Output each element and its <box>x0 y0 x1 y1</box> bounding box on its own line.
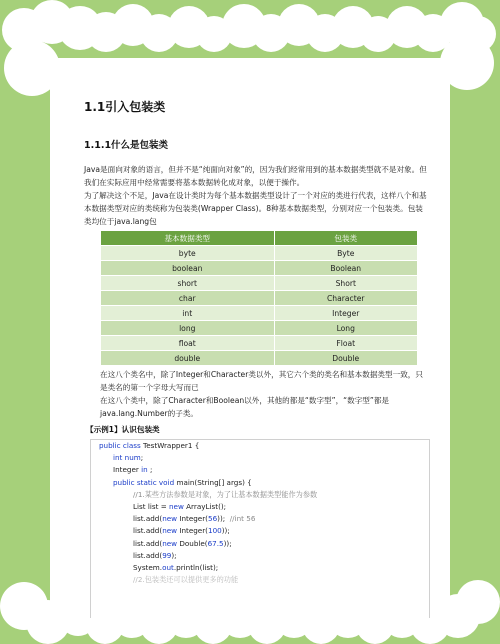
wrapper-class-table <box>100 230 418 366</box>
code-token: in <box>141 465 148 475</box>
table-cell: Character <box>274 291 417 306</box>
intro-paragraph-2: 为了解决这个不足，Java在设计类时为每个基本数据类型设计了一个对应的类进行代表，这样八个和基本数据类型对应的类统称为包装类(Wrapper Class)。8种基本数据类型，分别对应一个包装类。包装类均位于java.lang包 <box>84 191 427 226</box>
code-token: Double( <box>179 538 208 548</box>
code-line <box>91 452 429 464</box>
table-cell: boolean <box>101 261 275 276</box>
table-cell: Long <box>274 321 417 336</box>
table-cell: long <box>101 321 275 336</box>
code-token: //int 56 <box>229 514 256 524</box>
code-line <box>91 574 429 586</box>
code-token: new <box>162 514 180 524</box>
code-line <box>91 562 429 574</box>
code-line <box>91 489 429 501</box>
table-row <box>101 291 418 306</box>
table-cell: byte <box>101 246 275 261</box>
after-table-paragraph-2: 在这八个类中，除了Character和Boolean以外，其他的都是“数字型”，“数字型”都是java.lang.Number的子类。 <box>100 396 390 418</box>
table-cell: double <box>101 351 275 366</box>
code-token: out <box>162 562 174 572</box>
code-block <box>90 439 430 618</box>
table-header-wrapper: 包装类 <box>274 231 417 246</box>
code-token: Integer( <box>179 526 208 536</box>
table-cell: char <box>101 291 275 306</box>
code-token: list.add( <box>133 526 163 536</box>
code-token: ; <box>147 465 153 475</box>
code-token: .println(list); <box>173 562 219 572</box>
table-cell: Boolean <box>274 261 417 276</box>
intro-paragraph-1: Java是面向对象的语言，但并不是“纯面向对象”的，因为我们经常用到的基本数据类型就不是对象。但我们在实际应用中经常需要将基本数据转化成对象，以便于操作。 <box>84 165 427 187</box>
code-token: ArrayList(); <box>186 501 227 511</box>
after-table-paragraph-1: 在这八个类名中，除了Integer和Character类以外，其它六个类的类名和基本数据类型一致，只是类名的第一个字母大写而已 <box>100 370 423 392</box>
table-header-row <box>101 231 418 246</box>
table-cell: Float <box>274 336 417 351</box>
code-token: public class <box>99 441 144 450</box>
code-token: System. <box>133 562 163 572</box>
document-page <box>50 58 450 618</box>
code-token: new <box>162 538 180 548</box>
table-cell: Short <box>274 276 417 291</box>
code-token: //1.某些方法参数是对象，为了让基本数据类型能作为参数 <box>133 489 318 499</box>
table-row <box>101 276 418 291</box>
code-token: list.add( <box>133 538 163 548</box>
code-token: 100 <box>208 526 222 536</box>
document-content <box>84 98 430 618</box>
code-token: TestWrapper1 { <box>143 441 200 450</box>
code-token: List list = <box>133 501 169 511</box>
code-token: Integer( <box>179 514 208 524</box>
code-token: 67.5 <box>207 538 224 548</box>
code-token: 99 <box>162 550 172 560</box>
code-line <box>91 513 429 525</box>
code-token: Integer <box>113 465 142 475</box>
table-cell: float <box>101 336 275 351</box>
code-token: ; <box>140 453 144 463</box>
code-token: //2.包装类还可以提供更多的功能 <box>133 575 239 585</box>
table-cell: short <box>101 276 275 291</box>
table-header-primitive: 基本数据类型 <box>101 231 275 246</box>
code-token: )); <box>221 526 230 536</box>
code-token: new <box>162 526 180 536</box>
table-row <box>101 246 418 261</box>
code-line <box>91 464 429 476</box>
table-cell: int <box>101 306 275 321</box>
code-token: 56 <box>208 514 218 524</box>
code-token: )); <box>223 538 232 548</box>
code-line <box>91 550 429 562</box>
code-line <box>91 477 429 489</box>
code-line <box>91 440 429 452</box>
code-token: list.add( <box>133 550 163 560</box>
table-row <box>101 321 418 336</box>
code-line <box>91 501 429 513</box>
example-title: 【示例1】认识包装类 <box>86 425 160 434</box>
code-token: )); <box>217 514 230 524</box>
code-token: main(String[] args) { <box>176 477 252 487</box>
table-cell: Integer <box>274 306 417 321</box>
table-cell: Byte <box>274 246 417 261</box>
code-token: public static void <box>113 477 177 487</box>
table-row <box>101 336 418 351</box>
table-row <box>101 306 418 321</box>
code-line <box>91 538 429 550</box>
section-heading: 1.1引入包装类 <box>84 100 166 114</box>
code-token: ); <box>171 550 177 560</box>
code-line <box>91 525 429 537</box>
code-token: int <box>113 453 125 463</box>
code-token: new <box>169 501 187 511</box>
table-row <box>101 351 418 366</box>
subsection-heading: 1.1.1什么是包装类 <box>84 140 169 151</box>
code-token: list.add( <box>133 514 163 524</box>
table-row <box>101 261 418 276</box>
code-token: num <box>124 453 141 463</box>
table-cell: Double <box>274 351 417 366</box>
code-lines <box>91 440 429 586</box>
